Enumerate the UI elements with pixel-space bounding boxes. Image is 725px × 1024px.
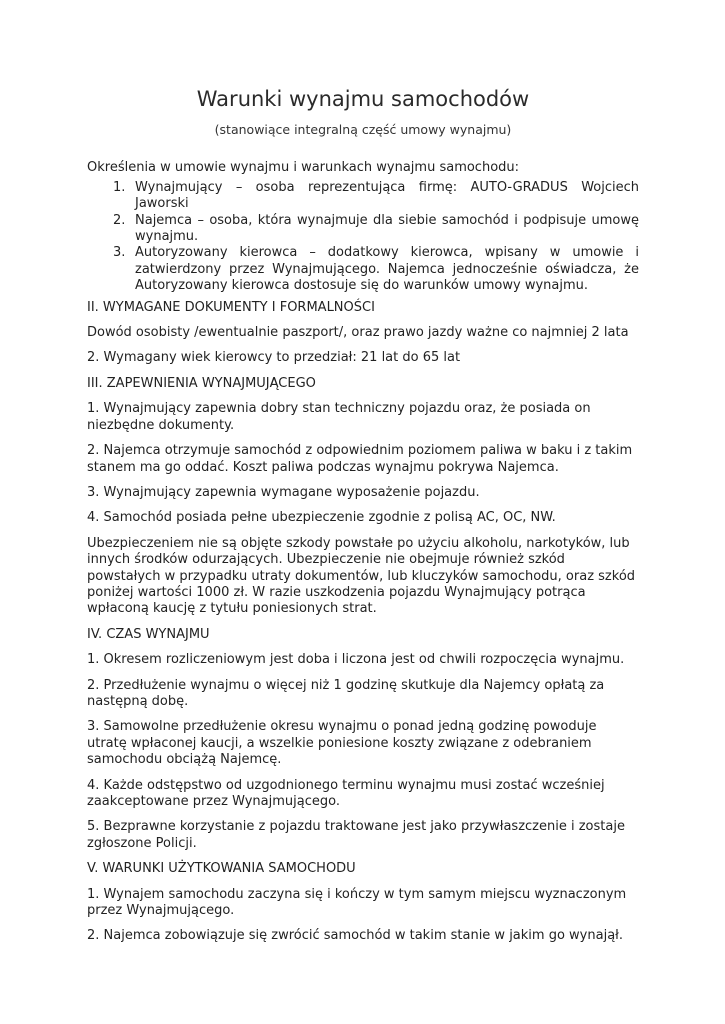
paragraph: 2. Przedłużenie wynajmu o więcej niż 1 godzinę skutkuje dla Najemcy opłatą za następną dobę.: [87, 677, 605, 709]
document-subtitle: (stanowiące integralną część umowy wynajmu): [214, 122, 512, 137]
paragraph: Ubezpieczeniem nie są objęte szkody powstałe po użyciu alkoholu, narkotyków, lub innych środków odurzających. Ubezpieczenie nie obejmuje również szkód powstałych w przypadku utraty dokumentów, lub kluczyków samochodu, oraz szkód poniżej wartości 1000 zł. W razie uszkodzenia pojazdu Wynajmujący potrąca wpłaconą kaucję z tytułu poniesionych strat.: [87, 535, 636, 617]
definition-number: 1.: [113, 179, 126, 195]
section-heading-usage: V. WARUNKI UŻYTKOWANIA SAMOCHODU: [87, 861, 356, 877]
document-page: [87, 86, 639, 954]
definition-number: 3.: [113, 245, 126, 261]
definition-text: Autoryzowany kierowca – dodatkowy kierowca, wpisany w umowie i zatwierdzony przez Wynajmującego. Najemca jednocześnie oświadcza, że Autoryzowany kierowca dostosuje się do warunków umowy wynajmu.: [135, 245, 639, 294]
paragraph: 4. Samochód posiada pełne ubezpieczenie zgodnie z polisą AC, OC, NW.: [87, 510, 556, 526]
paragraph: 3. Samowolne przedłużenie okresu wynajmu o ponad jedną godzinę powoduje utratę wpłaconej kaucji, a wszelkie poniesione koszty związane z odebraniem samochodu obciążą Najemcę.: [87, 719, 597, 768]
paragraph: 5. Bezprawne korzystanie z pojazdu traktowane jest jako przywłaszczenie i zostaje zgłoszone Policji.: [87, 819, 625, 851]
definition-text: Wynajmujący – osoba reprezentująca firmę: AUTO-GRADUS Wojciech Jaworski: [135, 179, 639, 212]
definition-text: Najemca – osoba, która wynajmuje dla siebie samochód i podpisuje umowę wynajmu.: [135, 212, 639, 245]
definitions-intro: Określenia w umowie wynajmu i warunkach wynajmu samochodu:: [87, 160, 520, 176]
definitions-list: [87, 180, 639, 295]
definition-item: [87, 245, 639, 294]
definition-item: [87, 213, 639, 246]
paragraph: 1. Wynajmujący zapewnia dobry stan techniczny pojazdu oraz, że posiada on niezbędne dokumenty.: [87, 401, 591, 433]
paragraph: 3. Wynajmujący zapewnia wymagane wyposażenie pojazdu.: [87, 484, 480, 500]
paragraph: 2. Wymagany wiek kierowcy to przedział: 21 lat do 65 lat: [87, 350, 461, 366]
paragraph: 1. Okresem rozliczeniowym jest doba i liczona jest od chwili rozpoczęcia wynajmu.: [87, 652, 625, 668]
paragraph: 1. Wynajem samochodu zaczyna się i kończy w tym samym miejscu wyznaczonym przez Wynajmującego.: [87, 886, 627, 919]
document-title: Warunki wynajmu samochodów: [196, 87, 530, 111]
paragraph: 4. Każde odstępstwo od uzgodnionego terminu wynajmu musi zostać wcześniej zaakceptowane przez Wynajmującego.: [87, 777, 605, 809]
definition-item: [87, 180, 639, 213]
paragraph: Dowód osobisty /ewentualnie paszport/, oraz prawo jazdy ważne co najmniej 2 lata: [87, 325, 629, 341]
section-heading-rental-time: IV. CZAS WYNAJMU: [87, 626, 210, 642]
definition-number: 2.: [113, 212, 126, 228]
section-heading-assurances: III. ZAPEWNIENIA WYNAJMUJĄCEGO: [87, 375, 316, 391]
section-heading-documents: II. WYMAGANE DOKUMENTY I FORMALNOŚCI: [87, 299, 375, 315]
paragraph: 2. Najemca otrzymuje samochód z odpowiednim poziomem paliwa w baku i z takim stanem ma go oddać. Koszt paliwa podczas wynajmu pokrywa Najemca.: [87, 443, 633, 475]
paragraph: 2. Najemca zobowiązuje się zwrócić samochód w takim stanie w jakim go wynajął.: [87, 928, 623, 944]
